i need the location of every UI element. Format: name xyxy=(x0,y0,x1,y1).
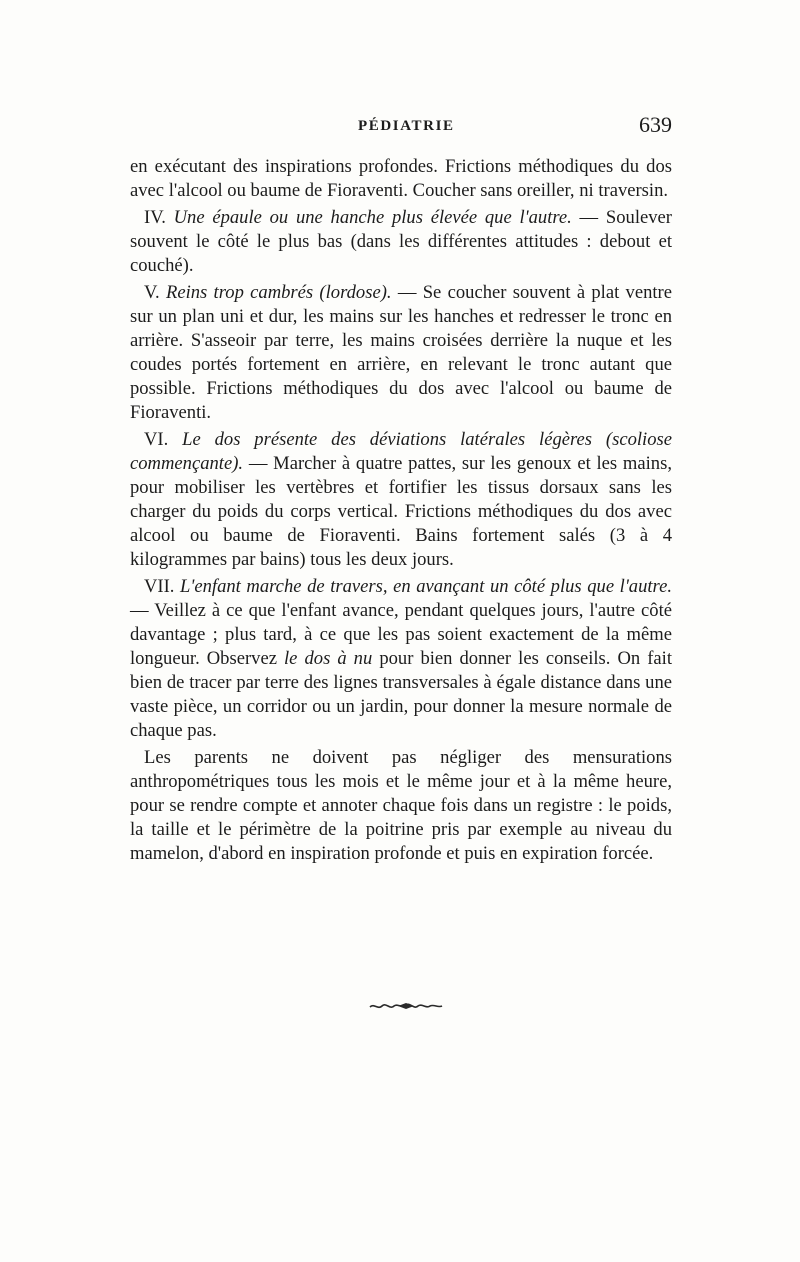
paragraph-iv xyxy=(130,206,672,278)
section-heading-italic: L'enfant marche de travers, en avançant un côté plus que l'autre. xyxy=(180,576,673,597)
paragraph-text: — Marcher à quatre pattes, sur les genoux et les mains, pour mobiliser les vertèbres et fortifier les tissus dorsaux sans les charger du poids du corps vertical. Frictions méthodiques du dos avec alcool ou baume de Fioraventi. Bains fortement salés (3 à 4 kilogrammes par bains) tous les deux jours. xyxy=(130,453,672,570)
paragraph-text: pour bien donner les conseils. On fait bien de tracer par terre des lignes transversales à égale distance dans une vaste pièce, un corridor ou un jardin, pour donner la mesure normale de chaque pas. xyxy=(130,648,672,741)
running-head xyxy=(130,112,676,142)
paragraph-text: en exécutant des inspirations profondes. Frictions méthodiques du dos avec l'alcool ou baume de Fioraventi. Coucher sans oreiller, ni traversin. xyxy=(130,156,672,201)
paragraph-text: — Se coucher souvent à plat ventre sur un plan uni et dur, les mains sur les hanches et redresser le tronc en arrière. S'asseoir par terre, les mains croisées derrière la nuque et les coudes portés fortement en arrière, en relevant le tronc autant que possible. Frictions méthodiques du dos avec l'alcool ou baume de Fioraventi. xyxy=(130,282,672,423)
tailpiece-ornament xyxy=(368,1000,444,1012)
section-numeral: V. xyxy=(144,282,166,303)
section-heading-italic: Reins trop cambrés (lordose). xyxy=(165,282,392,303)
running-title: PÉDIATRIE xyxy=(358,118,455,134)
paragraph-vii xyxy=(130,575,672,743)
inline-italic: le dos à nu xyxy=(284,648,373,669)
section-heading-italic: Une épaule ou une hanche plus élevée que l'autre. xyxy=(173,207,572,228)
section-heading-italic: Le dos présente des déviations latérales légères (scoliose commençante). xyxy=(130,429,672,474)
section-numeral: VII. xyxy=(144,576,181,597)
paragraph-mensurations xyxy=(130,746,672,866)
paragraph-text: Les parents ne doivent pas négliger des mensurations anthropométriques tous les mois et le même jour et à la même heure, pour se rendre compte et annoter chaque fois dans un registre : le poids, la taille et le périmètre de la poitrine pris par exemple au niveau du mamelon, d'abord en inspiration profonde et puis en expiration forcée. xyxy=(130,747,672,864)
paragraph-text: — Veillez à ce que l'enfant avance, pendant quelques jours, l'autre côté davantage ; plus tard, à ce que les pas soient exactement de la même longueur. Observez xyxy=(130,600,672,669)
paragraph-text: — Soulever souvent le côté le plus bas (dans les différentes attitudes : debout et couché). xyxy=(130,207,672,276)
section-numeral: IV. xyxy=(144,207,174,228)
body-text xyxy=(130,155,672,866)
page-number: 639 xyxy=(639,112,672,137)
section-numeral: VI. xyxy=(144,429,183,450)
paragraph-vi xyxy=(130,428,672,572)
paragraph-v xyxy=(130,281,672,425)
paragraph-continuation xyxy=(130,155,672,203)
